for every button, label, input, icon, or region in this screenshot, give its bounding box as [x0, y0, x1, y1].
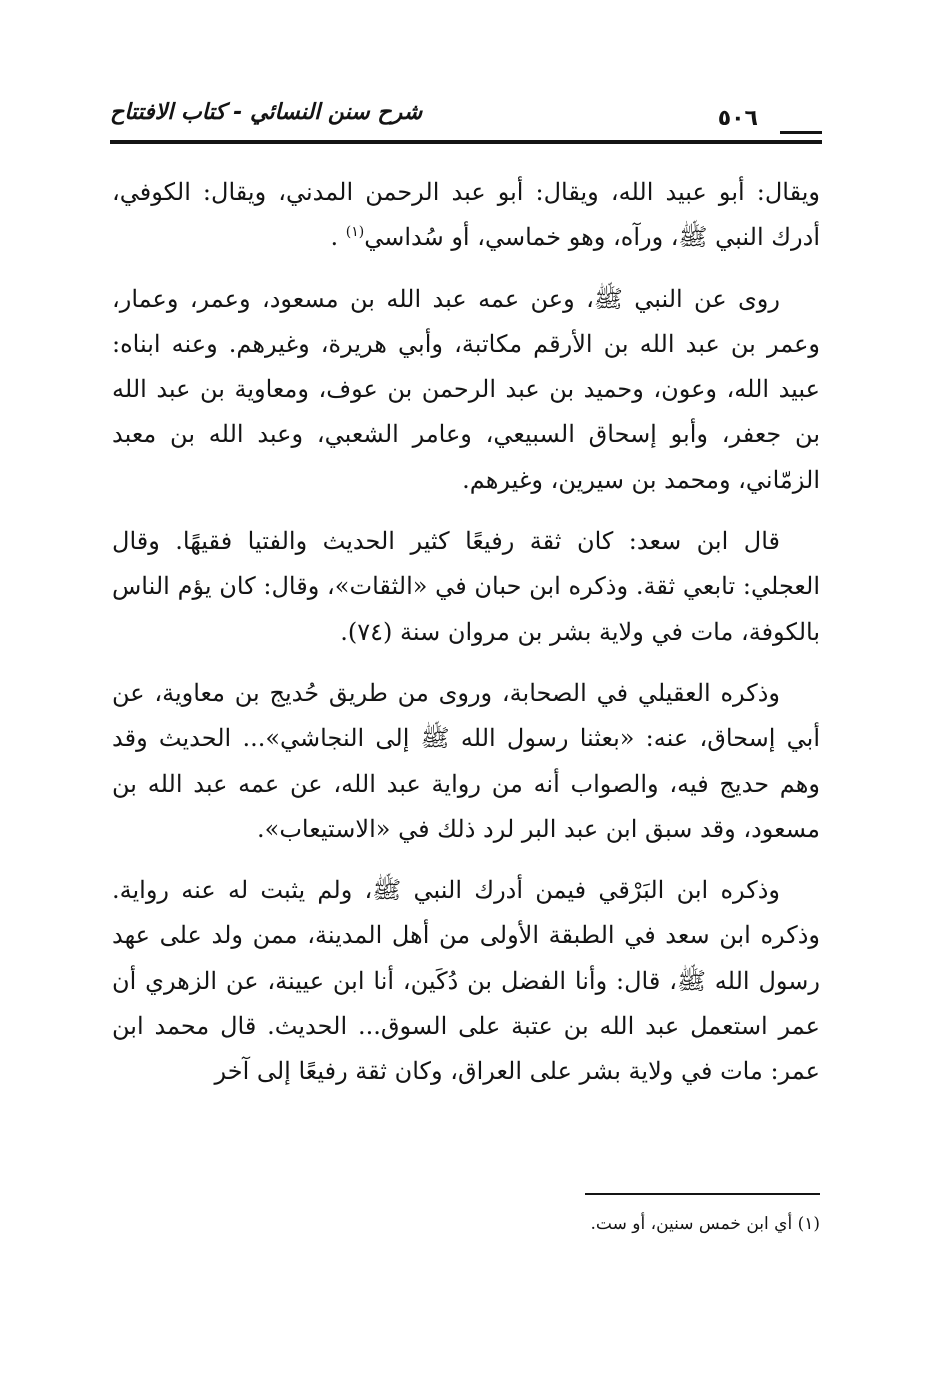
paragraph: قال ابن سعد: كان ثقة رفيعًا كثير الحديث والفتيا فقيهًا. وقال العجلي: تابعي ثقة. وذكره ابن حبان في «الثقات»، وقال: كان يؤم الناس بالكوفة، مات في ولاية بشر بن مروان سنة (٧٤).	[112, 527, 820, 646]
footnote: (١) أي ابن خمس سنين، أو ست.	[590, 1214, 820, 1234]
paragraph: وذكره العقيلي في الصحابة، وروى من طريق حُديج بن معاوية، عن أبي إسحاق، عنه: «بعثنا رسول الله ﷺ إلى النجاشي»... الحديث وقد وهم حديج فيه، والصواب أنه من رواية عبد الله، عن عمه عبد الله بن مسعود، وقد سبق ابن عبد البر لرد ذلك في «الاستيعاب».	[112, 678, 820, 843]
footnote-reference: (١)	[345, 224, 365, 241]
paragraph: وذكره ابن البَرْقي فيمن أدرك النبي ﷺ، ولم يثبت له عنه رواية. وذكره ابن سعد في الطبقة الأولى من أهل المدينة، ممن ولد على عهد رسول الله ﷺ، قال: وأنا الفضل بن دُكَين، أنا ابن عيينة، عن الزهري أن عمر استعمل عبد الله بن عتبة على السوق... الحديث. قال محمد ابن عمر: مات في ولاية بشر على العراق، وكان ثقة رفيعًا إلى آخر	[112, 876, 820, 1086]
page-number: ٥٠٦	[717, 106, 758, 131]
paragraph: ويقال: أبو عبيد الله، ويقال: أبو عبد الرحمن المدني، ويقال: الكوفي، أدرك النبي ﷺ، ورآه، وهو خماسي، أو سُداسي$^{(١)}$ .	[112, 178, 820, 252]
header-rule	[110, 140, 822, 144]
running-title: شرح سنن النسائي - كتاب الافتتاح	[110, 100, 423, 125]
paragraph: روى عن النبي ﷺ، وعن عمه عبد الله بن مسعود، وعمر، وعمار، وعمر بن عبد الله بن الأرقم مكاتبة، وأبي هريرة، وغيرهم. وعنه ابناه: عبيد الله، وعون، وحميد بن عبد الرحمن بن عوف، ومعاوية بن عبد الله بن جعفر، وأبو إسحاق السبيعي، وعامر الشعبي، وعبد الله بن معبد الزمّاني، ومحمد بن سيرين، وغيرهم.	[112, 284, 820, 494]
footnote-separator	[585, 1193, 820, 1195]
page-header	[110, 92, 822, 154]
main-text	[112, 170, 820, 1111]
paragraph-text: ويقال: أبو عبيد الله، ويقال: أبو عبد الرحمن المدني، ويقال: الكوفي، أدرك النبي ﷺ، ورآه، وهو خماسي، أو سُداسي	[112, 178, 820, 252]
page-number-dash	[780, 131, 822, 134]
